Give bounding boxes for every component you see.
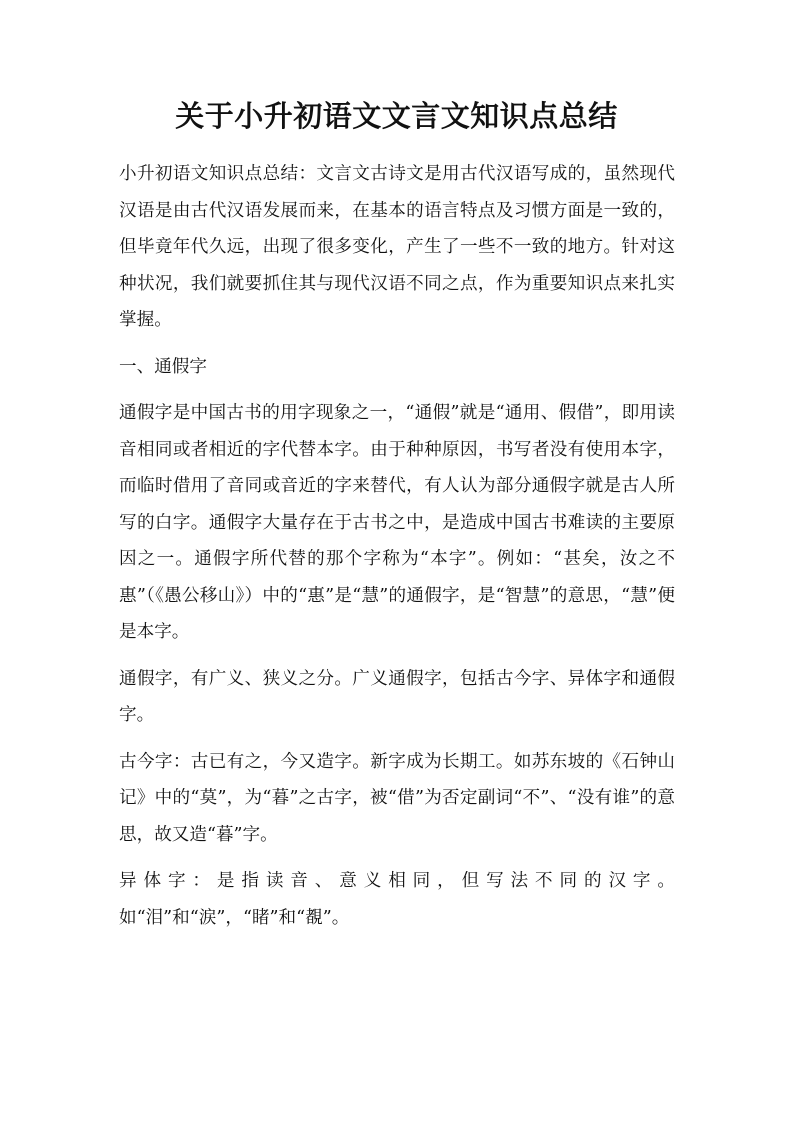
document-title: 关于小升初语文文言文知识点总结 (175, 99, 618, 133)
section-heading-tongjiazi: 一、通假字 (119, 356, 207, 377)
document-body (119, 156, 675, 946)
paragraph-intro: 小升初语文知识点总结：文言文古诗文是用古代汉语写成的，虽然现代汉语是由古代汉语发展而来，在基本的语言特点及习惯方面是一致的，但毕竟年代久远，出现了很多变化，产生了一些不一致的地方。针对这种状况，我们就要抓住其与现代汉语不同之点，作为重要知识点来扎实掌握。 (119, 164, 675, 330)
paragraph-gujinzi: 古今字：古已有之，今又造字。新字成为长期工。如苏东坡的《石钟山记》中的“莫”，为“暮”之古字，被“借”为否定副词“不”、“没有谁”的意思，故又造“暮”字。 (119, 751, 675, 845)
paragraph-tongjiazi-definition: 通假字是中国古书的用字现象之一，“通假”就是“通用、假借”，即用读音相同或者相近的字代替本字。由于种种原因，书写者没有使用本字，而临时借用了音同或音近的字来替代，有人认为部分通假字就是古人所写的白字。通假字大量存在于古书之中，是造成中国古书难读的主要原因之一。通假字所代替的那个字称为“本字”。例如：“甚矣，汝之不惠”（《愚公移山》）中的“惠”是“慧”的通假字，是“智慧”的意思，“慧”便是本字。 (119, 403, 675, 642)
paragraph-yitizi: 异体字：是指读音、意义相同，但写法不同的汉字。如“泪”和“涙”，“睹”和“覩”。 (119, 871, 675, 928)
paragraph-tongjiazi-types: 通假字，有广义、狭义之分。广义通假字，包括古今字、异体字和通假字。 (119, 668, 675, 725)
